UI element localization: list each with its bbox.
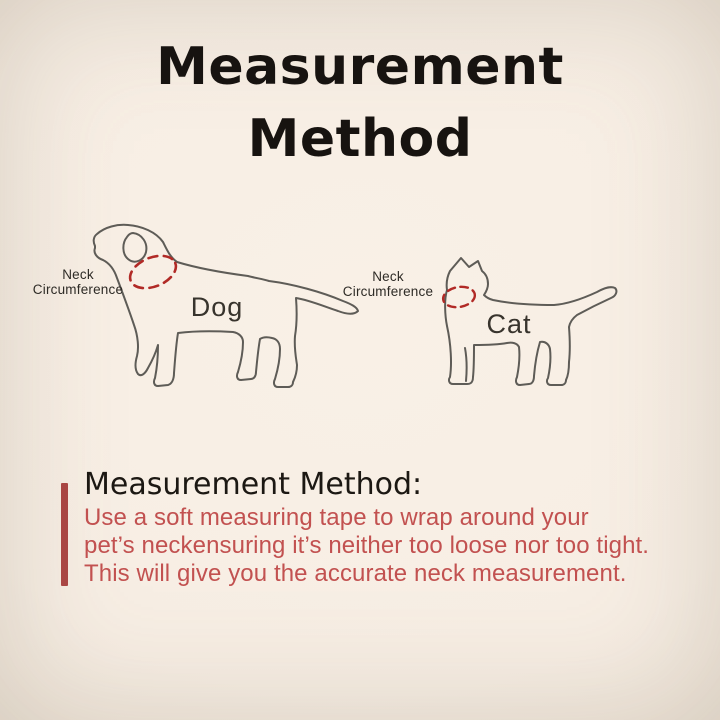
dog-label: Dog xyxy=(190,292,244,322)
cat-neck-annotation-line2: Circumference xyxy=(342,283,434,299)
dog-ear-outline xyxy=(123,233,146,262)
info-body xyxy=(84,504,720,588)
cat-front-leg-line xyxy=(465,348,467,381)
page-title xyxy=(0,31,720,175)
cat-neck-annotation xyxy=(333,270,443,299)
cat-neck-annotation-line1: Neck xyxy=(372,269,404,284)
dog-neck-annotation-line1: Neck xyxy=(62,267,94,282)
dog-neck-annotation-line2: Circumference xyxy=(32,281,124,297)
info-body-line1: Use a soft measuring tape to wrap around your xyxy=(84,504,589,531)
dog-neck-annotation xyxy=(23,268,133,297)
page-title-line1: Measurement xyxy=(156,37,564,97)
cat-label: Cat xyxy=(486,309,532,339)
info-body-line3: This will give you the accurate neck measurement. xyxy=(84,560,627,587)
info-body-line2: pet’s neckensuring it’s neither too loose nor too tight. xyxy=(84,532,650,559)
info-accent-bar xyxy=(61,483,68,586)
page-title-line2: Method xyxy=(247,109,473,169)
info-heading: Measurement Method: xyxy=(84,467,423,502)
